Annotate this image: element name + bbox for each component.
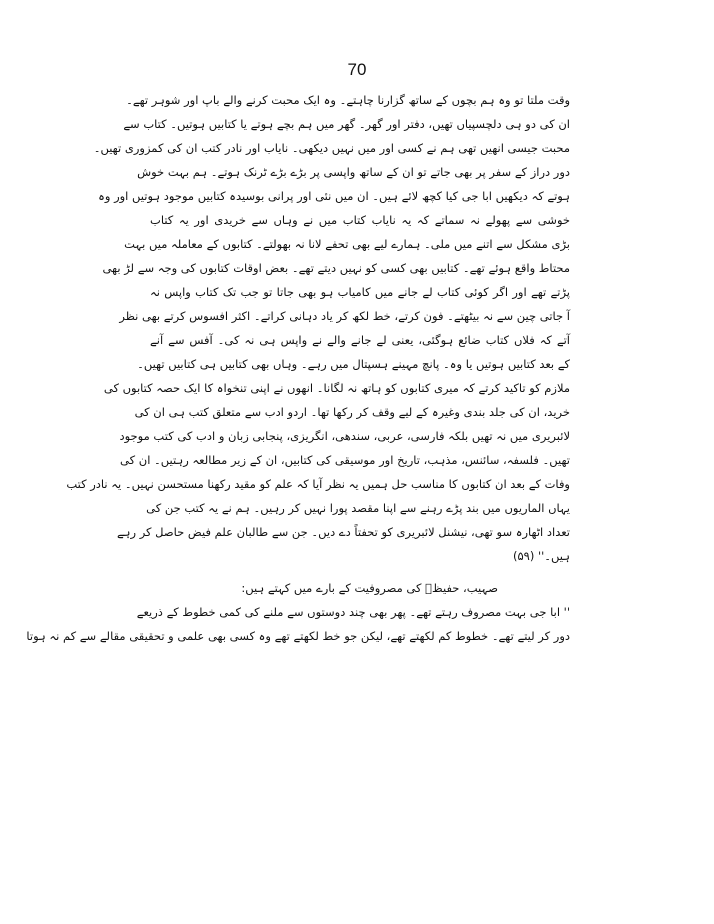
- text-line: آتے کہ فلاں کتاب ضائع ہوگئی، یعنی لے جانے والے نے واپس ہی نہ کی۔ آفس سے آنے: [150, 333, 570, 347]
- text-line: خرید، ان کی جلد بندی وغیرہ کے لیے وقف کر رکھا تھا۔ اردو ادب سے متعلق کتب ہی ان کی: [134, 405, 570, 419]
- quote-line: '' ابا جی بہت مصروف رہتے تھے۔ پھر بھی چند دوستوں سے ملنے کی کمی خطوط کے ذریعے: [136, 605, 570, 619]
- text-line: آ جاتی چین سے نہ بیٹھتے۔ فون کرتے، خط لکھ کر یاد دہانی کراتے۔ اکثر افسوس کرتے بھی نظر: [119, 309, 570, 323]
- body-text: [26, 88, 570, 648]
- text-line: یہاں الماریوں میں بند پڑے رہنے سے اپنا مقصد پورا نہیں کر رہیں۔ ہم نے یہ کتب جن کی: [146, 501, 570, 515]
- text-line: محتاط واقع ہوئے تھے۔ کتابیں بھی کسی کو نہیں دیتے تھے۔ بعض اوقات کتابوں کی وجہ سے لڑ بھی: [102, 261, 570, 275]
- text-line: خوشی سے پھولے نہ سماتے کہ یہ نایاب کتاب میں نے وہاں سے خریدی اور یہ کتاب: [150, 213, 570, 227]
- quote-line: دور کر لیتے تھے۔ خطوط کم لکھتے تھے، لیکن جو خط لکھتے تھے وہ کسی بھی علمی و تحقیقی مقالے سے کم نہ ہوتا: [26, 629, 570, 643]
- page-number: 70: [347, 60, 367, 79]
- text-line: محبت جیسی انھیں تھی ہم نے کسی اور میں نہیں دیکھی۔ نایاب اور نادر کتب ان کی کمزوری تھیں۔: [93, 141, 570, 155]
- paragraph-quote: [26, 600, 570, 648]
- intro-line: صہیب، حفیظؔ کی مصروفیت کے بارے میں کہتے ہیں:: [241, 581, 498, 595]
- text-line: ہوتے کہ دیکھیں ابا جی کیا کچھ لائے ہیں۔ ان میں نئی اور پرانی بوسیدہ کتابیں موجود ہوتیں اور وہ: [98, 189, 570, 203]
- text-line: وقت ملتا تو وہ ہم بچوں کے ساتھ گزارنا چاہتے۔ وہ ایک محبت کرنے والے باپ اور شوہر تھے۔: [126, 93, 570, 107]
- text-line: وفات کے بعد ان کتابوں کا مناسب حل ہمیں یہ نظر آیا کہ علم کو مقید رکھنا مستحسن نہیں۔ یہ نادر کتب: [66, 477, 570, 491]
- text-line: کے بعد کتابیں ہوتیں یا وہ۔ پانچ مہینے ہسپتال میں رہے۔ وہاں بھی کتابیں ہی کتابیں تھیں۔: [137, 357, 570, 371]
- text-line: پڑتے تھے اور اگر کوئی کتاب لے جانے میں کامیاب ہو بھی جاتا تو جب تک کتاب واپس نہ: [150, 285, 570, 299]
- text-line: دور دراز کے سفر پر بھی جاتے تو ان کے ساتھ واپسی پر بڑے بڑے ٹرنک ہوتے۔ ہم بہت خوش: [137, 165, 570, 179]
- text-line: ملازم کو تاکید کرتے کہ میری کتابوں کو ہاتھ نہ لگانا۔ انھوں نے اپنی تنخواہ کا ایک حصہ کتابوں کی: [103, 381, 570, 395]
- text-line: لائبریری میں نہ تھیں بلکہ فارسی، عربی، سندھی، انگریزی، پنجابی زبان و ادب کی کتب موجود: [119, 429, 570, 443]
- paragraph-spacer: [150, 568, 570, 576]
- text-line: تھیں۔ فلسفہ، سائنس، مذہب، تاریخ اور موسیقی کی کتابیں، ان کے زیر مطالعہ رہتیں۔ ان کی: [120, 453, 570, 467]
- text-line: تعداد اٹھارہ سو تھی، نیشنل لائبریری کو تحفتاً دے دیں۔ جن سے طالبان علم فیض حاصل کر رہے: [117, 525, 570, 539]
- text-line: بڑی مشکل سے اتنے میں ملی۔ ہمارے لیے بھی تحفے لانا نہ بھولتے۔ کتابوں کے معاملہ میں بہت: [124, 237, 570, 251]
- text-line: ان کی دو ہی دلچسپیاں تھیں، دفتر اور گھر۔ گھر میں ہم بچے ہوتے یا کتابیں ہوتیں۔ کتاب سے: [123, 117, 570, 131]
- paragraph-main: [66, 88, 570, 568]
- citation-line: ہیں۔'' (۵۹): [512, 549, 570, 563]
